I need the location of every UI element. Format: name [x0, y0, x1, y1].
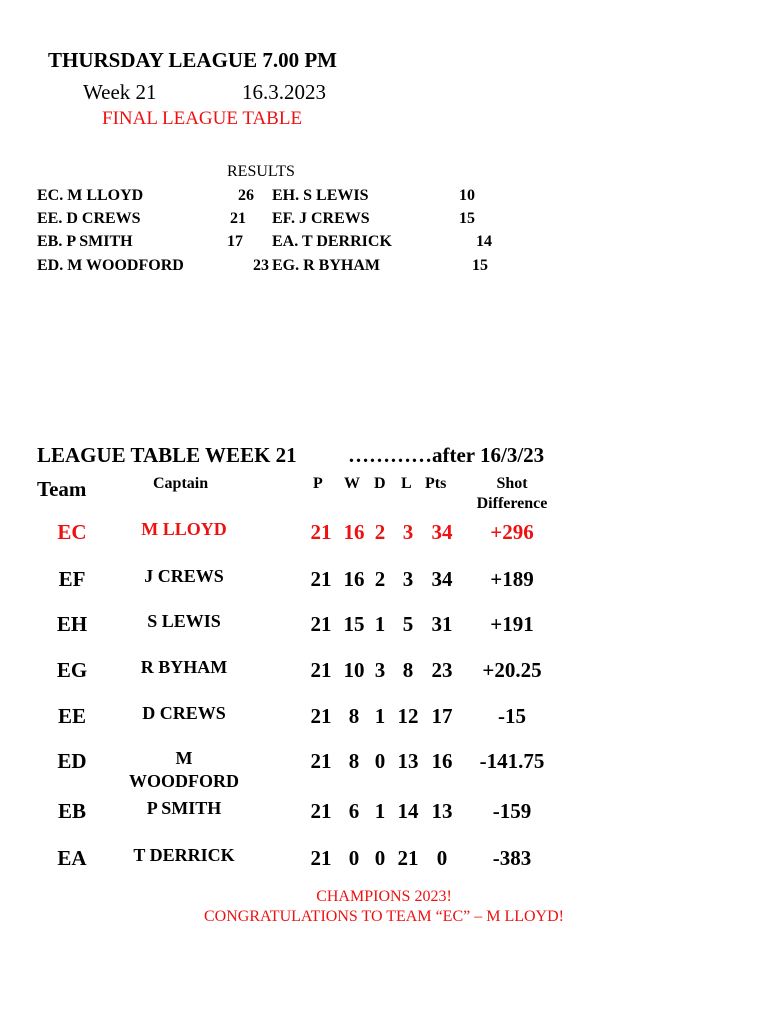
stat-diff: +191	[490, 612, 534, 636]
stat-l: 13	[397, 749, 419, 773]
col-header-shot: Shot	[496, 475, 528, 492]
stat-p: 21	[310, 749, 332, 773]
result-home: EE. D CREWS	[37, 210, 141, 227]
stat-w: 15	[343, 612, 365, 636]
team-code: EB	[57, 799, 86, 823]
stat-d: 1	[374, 704, 386, 728]
page-title: THURSDAY LEAGUE 7.00 PM	[48, 48, 337, 72]
stat-d: 3	[374, 658, 386, 682]
stat-l: 21	[397, 846, 419, 870]
stat-d: 0	[374, 846, 386, 870]
team-code: EF	[58, 567, 86, 591]
result-home: EB. P SMITH	[37, 233, 133, 250]
col-header-captain: Captain	[153, 475, 209, 492]
result-home-score: 23	[253, 257, 269, 274]
stat-l: 3	[402, 520, 414, 544]
result-home: ED. M WOODFORD	[37, 257, 184, 274]
team-code: EA	[57, 846, 87, 870]
stat-diff: +189	[490, 567, 534, 591]
league-table-after: …………after 16/3/23	[348, 443, 545, 467]
stat-p: 21	[310, 658, 332, 682]
captain-name: R BYHAM	[140, 657, 228, 677]
stat-w: 0	[348, 846, 360, 870]
stat-w: 16	[343, 567, 365, 591]
stat-pts: 0	[436, 846, 448, 870]
col-header-p: P	[313, 475, 323, 492]
stat-l: 8	[402, 658, 414, 682]
stat-w: 16	[343, 520, 365, 544]
team-code: EG	[56, 658, 88, 682]
stat-l: 12	[397, 704, 419, 728]
result-away: EG. R BYHAM	[272, 257, 380, 274]
stat-diff: +20.25	[482, 658, 542, 682]
stat-d: 2	[374, 567, 386, 591]
stat-pts: 34	[431, 567, 453, 591]
final-table-subtitle: FINAL LEAGUE TABLE	[102, 108, 303, 129]
result-home-score: 26	[238, 187, 254, 204]
col-header-l: L	[401, 475, 412, 492]
stat-l: 5	[402, 612, 414, 636]
stat-diff: -159	[492, 799, 532, 823]
result-away-score: 15	[472, 257, 488, 274]
stat-diff: -141.75	[479, 749, 545, 773]
stat-p: 21	[310, 612, 332, 636]
stat-p: 21	[310, 567, 332, 591]
col-header-d: D	[374, 475, 386, 492]
result-away-score: 15	[459, 210, 475, 227]
captain-name: M	[175, 748, 193, 768]
stat-w: 8	[348, 749, 360, 773]
result-home-score: 17	[227, 233, 243, 250]
team-code: EC	[57, 520, 87, 544]
captain-name: P SMITH	[146, 798, 222, 818]
stat-w: 10	[343, 658, 365, 682]
team-code: ED	[57, 749, 87, 773]
stat-d: 0	[374, 749, 386, 773]
result-home-score: 21	[230, 210, 246, 227]
stat-diff: -15	[498, 704, 526, 728]
stat-p: 21	[310, 799, 332, 823]
stat-w: 8	[348, 704, 360, 728]
league-table-heading: LEAGUE TABLE WEEK 21	[37, 443, 297, 467]
captain-name: D CREWS	[142, 703, 226, 723]
stat-p: 21	[310, 704, 332, 728]
stat-d: 1	[374, 799, 386, 823]
stat-pts: 13	[431, 799, 453, 823]
champions-line: CHAMPIONS 2023!	[316, 888, 452, 905]
result-away: EH. S LEWIS	[272, 187, 369, 204]
stat-pts: 34	[431, 520, 453, 544]
col-header-difference: Difference	[476, 495, 548, 512]
stat-diff: +296	[490, 520, 534, 544]
stat-l: 3	[402, 567, 414, 591]
captain-name: J CREWS	[144, 566, 224, 586]
stat-w: 6	[348, 799, 360, 823]
stat-l: 14	[397, 799, 419, 823]
captain-name: M LLOYD	[141, 519, 227, 539]
team-code: EH	[56, 612, 88, 636]
results-heading: RESULTS	[227, 163, 295, 180]
week-label: Week 21	[83, 80, 157, 104]
stat-pts: 16	[431, 749, 453, 773]
team-code: EE	[57, 704, 86, 728]
result-away-score: 10	[459, 187, 475, 204]
col-header-w: W	[344, 475, 360, 492]
stat-pts: 31	[431, 612, 453, 636]
congratulations-line: CONGRATULATIONS TO TEAM “EC” – M LLOYD!	[204, 908, 564, 925]
stat-pts: 17	[431, 704, 453, 728]
result-away: EF. J CREWS	[272, 210, 370, 227]
stat-diff: -383	[492, 846, 532, 870]
stat-d: 1	[374, 612, 386, 636]
stat-p: 21	[310, 846, 332, 870]
result-home: EC. M LLOYD	[37, 187, 144, 204]
captain-name-line2: WOODFORD	[129, 771, 239, 791]
result-away-score: 14	[476, 233, 492, 250]
result-away: EA. T DERRICK	[272, 233, 392, 250]
captain-name: T DERRICK	[133, 845, 235, 865]
col-header-pts: Pts	[425, 475, 447, 492]
stat-p: 21	[310, 520, 332, 544]
captain-name: S LEWIS	[147, 611, 221, 631]
date-label: 16.3.2023	[242, 80, 326, 104]
stat-d: 2	[374, 520, 386, 544]
col-header-team: Team	[37, 477, 87, 501]
stat-pts: 23	[431, 658, 453, 682]
